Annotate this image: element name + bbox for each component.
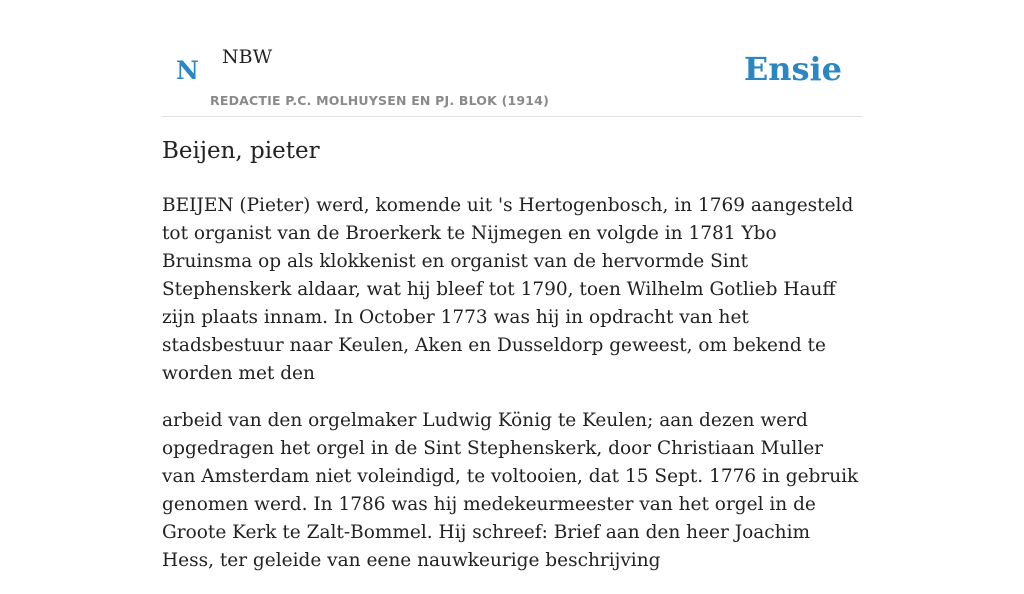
article-paragraph: BEIJEN (Pieter) werd, komende uit 's Hertogenbosch, in 1769 aangesteld tot organist van de Broerkerk te Nijmegen en volgde in 1781 Ybo Bruinsma op als klokkenist en organist van de hervormde Sint Stephenskerk aldaar, wat hij bleef tot 1790, toen Wilhelm Gotlieb Hauff zijn plaats innam. In October 1773 was hij in opdracht van het stadsbestuur naar Keulen, Aken en Dusseldorp geweest, om bekend te worden met den bbox=[162, 195, 854, 384]
source-logo: N bbox=[176, 56, 199, 85]
article-paragraph: arbeid van den orgelmaker Ludwig König te Keulen; aan dezen werd opgedragen het orgel in de Sint Stephenskerk, door Christiaan Muller van Amsterdam niet voleindigd, te voltooien, dat 15 Sept. 1776 in gebruik genomen werd. In 1786 was hij medekeurmeester van het orgel in de Groote Kerk te Zalt-Bommel. Hij schreef: Brief aan den heer Joachim Hess, ter geleide van eene nauwkeurige beschrijving bbox=[162, 410, 859, 571]
source-name[interactable]: NBW bbox=[222, 46, 273, 68]
source-header bbox=[162, 0, 862, 117]
source-subtitle: REDACTIE P.C. MOLHUYSEN EN PJ. BLOK (1914) bbox=[210, 93, 549, 108]
article-body bbox=[162, 192, 862, 594]
article-title: Beijen, pieter bbox=[162, 138, 320, 164]
brand-logo[interactable]: Ensie bbox=[743, 50, 842, 88]
